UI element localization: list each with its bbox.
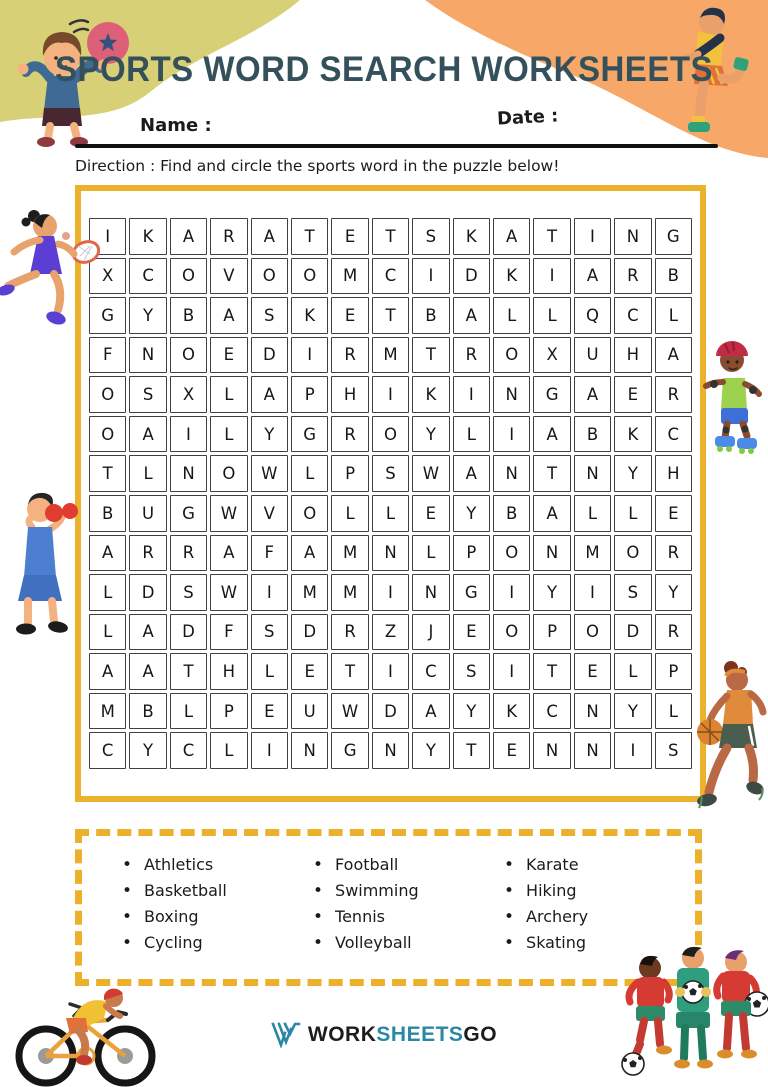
grid-cell-r9-c2: R xyxy=(129,535,166,572)
grid-cell-r8-c5: V xyxy=(251,495,288,532)
grid-cell-r1-c12: T xyxy=(533,218,570,255)
logo-work: WORK xyxy=(307,1023,377,1046)
grid-cell-r13-c13: N xyxy=(574,693,611,730)
grid-cell-r2-c15: B xyxy=(655,258,692,295)
grid-cell-r1-c13: I xyxy=(574,218,611,255)
grid-cell-r2-c10: D xyxy=(453,258,490,295)
grid-cell-r14-c1: C xyxy=(89,732,126,769)
grid-cell-r6-c4: L xyxy=(210,416,247,453)
grid-cell-r8-c12: A xyxy=(533,495,570,532)
grid-cell-r4-c9: T xyxy=(412,337,449,374)
grid-cell-r14-c8: N xyxy=(372,732,409,769)
basketball-player-illustration xyxy=(697,660,768,814)
grid-cell-r14-c9: Y xyxy=(412,732,449,769)
grid-cell-r8-c10: Y xyxy=(453,495,490,532)
grid-cell-r5-c6: P xyxy=(291,376,328,413)
grid-cell-r6-c1: O xyxy=(89,416,126,453)
grid-cell-r7-c6: L xyxy=(291,455,328,492)
word-list-box xyxy=(75,829,702,986)
grid-cell-r2-c9: I xyxy=(412,258,449,295)
grid-cell-r13-c7: W xyxy=(331,693,368,730)
grid-cell-r5-c5: A xyxy=(251,376,288,413)
grid-cell-r13-c3: L xyxy=(170,693,207,730)
grid-cell-r11-c2: A xyxy=(129,614,166,651)
date-label: Date : xyxy=(496,105,559,130)
grid-cell-r10-c12: Y xyxy=(533,574,570,611)
grid-cell-r7-c4: O xyxy=(210,455,247,492)
word-list-item: • Archery xyxy=(504,904,685,930)
soccer-team-illustration xyxy=(610,940,768,1087)
grid-cell-r7-c3: N xyxy=(170,455,207,492)
grid-cell-r4-c12: X xyxy=(533,337,570,374)
grid-cell-r12-c3: T xyxy=(170,653,207,690)
grid-cell-r12-c10: S xyxy=(453,653,490,690)
grid-cell-r2-c13: A xyxy=(574,258,611,295)
grid-cell-r6-c14: K xyxy=(614,416,651,453)
grid-cell-r11-c1: L xyxy=(89,614,126,651)
grid-cell-r4-c1: F xyxy=(89,337,126,374)
word-list-item: • Hiking xyxy=(504,878,685,904)
name-label: Name : xyxy=(140,115,212,136)
grid-cell-r5-c13: A xyxy=(574,376,611,413)
grid-cell-r12-c12: T xyxy=(533,653,570,690)
grid-cell-r4-c13: U xyxy=(574,337,611,374)
grid-cell-r5-c9: K xyxy=(412,376,449,413)
page-title: SPORTS WORD SEARCH WORKSHEETS xyxy=(54,48,714,89)
grid-cell-r10-c4: W xyxy=(210,574,247,611)
grid-cell-r12-c6: E xyxy=(291,653,328,690)
grid-cell-r9-c6: A xyxy=(291,535,328,572)
grid-cell-r14-c14: I xyxy=(614,732,651,769)
grid-cell-r7-c9: W xyxy=(412,455,449,492)
grid-cell-r13-c14: Y xyxy=(614,693,651,730)
grid-cell-r3-c7: E xyxy=(331,297,368,334)
word-list-item: • Swimming xyxy=(313,878,494,904)
grid-cell-r9-c11: O xyxy=(493,535,530,572)
grid-cell-r11-c15: R xyxy=(655,614,692,651)
grid-cell-r14-c15: S xyxy=(655,732,692,769)
grid-cell-r4-c14: H xyxy=(614,337,651,374)
grid-cell-r12-c14: L xyxy=(614,653,651,690)
grid-cell-r2-c2: C xyxy=(129,258,166,295)
grid-cell-r6-c13: B xyxy=(574,416,611,453)
grid-cell-r11-c11: O xyxy=(493,614,530,651)
grid-cell-r9-c12: N xyxy=(533,535,570,572)
grid-cell-r13-c8: D xyxy=(372,693,409,730)
grid-cell-r14-c7: G xyxy=(331,732,368,769)
grid-cell-r3-c14: C xyxy=(614,297,651,334)
grid-cell-r7-c13: N xyxy=(574,455,611,492)
grid-cell-r1-c8: T xyxy=(372,218,409,255)
grid-cell-r3-c6: K xyxy=(291,297,328,334)
grid-cell-r1-c6: T xyxy=(291,218,328,255)
puzzle-frame xyxy=(75,185,706,802)
grid-cell-r14-c4: L xyxy=(210,732,247,769)
grid-cell-r1-c10: K xyxy=(453,218,490,255)
word-list-item: • Tennis xyxy=(313,904,494,930)
grid-cell-r6-c3: I xyxy=(170,416,207,453)
grid-cell-r7-c8: S xyxy=(372,455,409,492)
word-list-item: • Athletics xyxy=(122,852,303,878)
grid-cell-r11-c12: P xyxy=(533,614,570,651)
grid-cell-r4-c10: R xyxy=(453,337,490,374)
grid-cell-r9-c5: F xyxy=(251,535,288,572)
word-search-grid xyxy=(89,218,692,769)
grid-cell-r3-c2: Y xyxy=(129,297,166,334)
grid-cell-r14-c6: N xyxy=(291,732,328,769)
grid-cell-r4-c6: I xyxy=(291,337,328,374)
grid-cell-r11-c7: R xyxy=(331,614,368,651)
grid-cell-r12-c13: E xyxy=(574,653,611,690)
grid-cell-r1-c2: K xyxy=(129,218,166,255)
grid-cell-r14-c3: C xyxy=(170,732,207,769)
grid-cell-r9-c14: O xyxy=(614,535,651,572)
grid-cell-r7-c15: H xyxy=(655,455,692,492)
grid-cell-r13-c2: B xyxy=(129,693,166,730)
grid-cell-r7-c11: N xyxy=(493,455,530,492)
word-list-column xyxy=(112,852,303,971)
grid-cell-r4-c11: O xyxy=(493,337,530,374)
grid-cell-r11-c3: D xyxy=(170,614,207,651)
grid-cell-r14-c11: E xyxy=(493,732,530,769)
grid-cell-r11-c6: D xyxy=(291,614,328,651)
grid-cell-r14-c12: N xyxy=(533,732,570,769)
grid-cell-r13-c9: A xyxy=(412,693,449,730)
grid-cell-r12-c4: H xyxy=(210,653,247,690)
grid-cell-r1-c3: A xyxy=(170,218,207,255)
grid-cell-r2-c7: M xyxy=(331,258,368,295)
grid-cell-r3-c13: Q xyxy=(574,297,611,334)
grid-cell-r4-c3: O xyxy=(170,337,207,374)
grid-cell-r9-c7: M xyxy=(331,535,368,572)
grid-cell-r6-c12: A xyxy=(533,416,570,453)
grid-cell-r8-c6: O xyxy=(291,495,328,532)
grid-cell-r12-c1: A xyxy=(89,653,126,690)
grid-cell-r12-c11: I xyxy=(493,653,530,690)
grid-cell-r8-c4: W xyxy=(210,495,247,532)
grid-cell-r11-c14: D xyxy=(614,614,651,651)
grid-cell-r5-c1: O xyxy=(89,376,126,413)
grid-cell-r7-c1: T xyxy=(89,455,126,492)
grid-cell-r3-c12: L xyxy=(533,297,570,334)
grid-cell-r14-c2: Y xyxy=(129,732,166,769)
boxer-illustration xyxy=(4,483,78,637)
cyclist-illustration xyxy=(8,970,160,1087)
logo-go: GO xyxy=(463,1023,498,1046)
grid-cell-r9-c8: N xyxy=(372,535,409,572)
grid-cell-r1-c15: G xyxy=(655,218,692,255)
grid-cell-r9-c4: A xyxy=(210,535,247,572)
grid-cell-r11-c8: Z xyxy=(372,614,409,651)
grid-cell-r2-c14: R xyxy=(614,258,651,295)
grid-cell-r8-c1: B xyxy=(89,495,126,532)
grid-cell-r5-c3: X xyxy=(170,376,207,413)
grid-cell-r12-c5: L xyxy=(251,653,288,690)
grid-cell-r3-c8: T xyxy=(372,297,409,334)
grid-cell-r7-c14: Y xyxy=(614,455,651,492)
grid-cell-r3-c4: A xyxy=(210,297,247,334)
grid-cell-r8-c13: L xyxy=(574,495,611,532)
grid-cell-r10-c8: I xyxy=(372,574,409,611)
word-list-item: • Skating xyxy=(504,930,685,956)
grid-cell-r5-c10: I xyxy=(453,376,490,413)
grid-cell-r6-c10: L xyxy=(453,416,490,453)
grid-cell-r10-c13: I xyxy=(574,574,611,611)
grid-cell-r13-c6: U xyxy=(291,693,328,730)
grid-cell-r10-c7: M xyxy=(331,574,368,611)
grid-cell-r8-c2: U xyxy=(129,495,166,532)
grid-cell-r8-c9: E xyxy=(412,495,449,532)
grid-cell-r11-c9: J xyxy=(412,614,449,651)
grid-cell-r6-c6: G xyxy=(291,416,328,453)
grid-cell-r4-c8: M xyxy=(372,337,409,374)
grid-cell-r10-c15: Y xyxy=(655,574,692,611)
grid-cell-r8-c7: L xyxy=(331,495,368,532)
grid-cell-r2-c12: I xyxy=(533,258,570,295)
grid-cell-r3-c5: S xyxy=(251,297,288,334)
grid-cell-r3-c3: B xyxy=(170,297,207,334)
word-list-column xyxy=(303,852,494,971)
grid-cell-r14-c5: I xyxy=(251,732,288,769)
word-list-item: • Karate xyxy=(504,852,685,878)
word-list-item: • Boxing xyxy=(122,904,303,930)
grid-cell-r12-c9: C xyxy=(412,653,449,690)
grid-cell-r12-c7: T xyxy=(331,653,368,690)
grid-cell-r13-c11: K xyxy=(493,693,530,730)
grid-cell-r8-c8: L xyxy=(372,495,409,532)
grid-cell-r8-c14: L xyxy=(614,495,651,532)
grid-cell-r12-c2: A xyxy=(129,653,166,690)
grid-cell-r5-c11: N xyxy=(493,376,530,413)
grid-cell-r2-c5: O xyxy=(251,258,288,295)
grid-cell-r8-c11: B xyxy=(493,495,530,532)
grid-cell-r1-c14: N xyxy=(614,218,651,255)
grid-cell-r14-c10: T xyxy=(453,732,490,769)
grid-cell-r1-c5: A xyxy=(251,218,288,255)
grid-cell-r10-c3: S xyxy=(170,574,207,611)
roller-skater-illustration xyxy=(701,330,767,458)
grid-cell-r1-c4: R xyxy=(210,218,247,255)
grid-cell-r7-c10: A xyxy=(453,455,490,492)
grid-cell-r2-c8: C xyxy=(372,258,409,295)
grid-cell-r1-c1: I xyxy=(89,218,126,255)
grid-cell-r6-c5: Y xyxy=(251,416,288,453)
grid-cell-r2-c3: O xyxy=(170,258,207,295)
grid-cell-r5-c8: I xyxy=(372,376,409,413)
grid-cell-r7-c5: W xyxy=(251,455,288,492)
grid-cell-r4-c7: R xyxy=(331,337,368,374)
grid-cell-r14-c13: N xyxy=(574,732,611,769)
grid-cell-r13-c15: L xyxy=(655,693,692,730)
grid-cell-r10-c14: S xyxy=(614,574,651,611)
grid-cell-r5-c2: S xyxy=(129,376,166,413)
grid-cell-r13-c5: E xyxy=(251,693,288,730)
grid-cell-r9-c1: A xyxy=(89,535,126,572)
grid-cell-r5-c4: L xyxy=(210,376,247,413)
grid-cell-r5-c7: H xyxy=(331,376,368,413)
grid-cell-r4-c2: N xyxy=(129,337,166,374)
grid-cell-r6-c7: R xyxy=(331,416,368,453)
grid-cell-r9-c15: R xyxy=(655,535,692,572)
grid-cell-r1-c11: A xyxy=(493,218,530,255)
grid-cell-r3-c9: B xyxy=(412,297,449,334)
grid-cell-r9-c9: L xyxy=(412,535,449,572)
header-divider xyxy=(75,144,718,148)
grid-cell-r10-c6: M xyxy=(291,574,328,611)
tennis-player-illustration xyxy=(0,206,100,350)
grid-cell-r13-c12: C xyxy=(533,693,570,730)
grid-cell-r8-c15: E xyxy=(655,495,692,532)
grid-cell-r11-c4: F xyxy=(210,614,247,651)
logo-sheets: SHEETS xyxy=(376,1023,464,1046)
grid-cell-r9-c3: R xyxy=(170,535,207,572)
grid-cell-r11-c5: S xyxy=(251,614,288,651)
grid-cell-r13-c4: P xyxy=(210,693,247,730)
worksheetsgo-logo-icon xyxy=(271,1022,301,1048)
grid-cell-r11-c13: O xyxy=(574,614,611,651)
grid-cell-r5-c14: E xyxy=(614,376,651,413)
word-list-item: • Volleyball xyxy=(313,930,494,956)
grid-cell-r3-c10: A xyxy=(453,297,490,334)
grid-cell-r6-c15: C xyxy=(655,416,692,453)
grid-cell-r9-c13: M xyxy=(574,535,611,572)
grid-cell-r5-c15: R xyxy=(655,376,692,413)
grid-cell-r9-c10: P xyxy=(453,535,490,572)
grid-cell-r10-c1: L xyxy=(89,574,126,611)
grid-cell-r6-c8: O xyxy=(372,416,409,453)
grid-cell-r4-c15: A xyxy=(655,337,692,374)
grid-cell-r12-c8: I xyxy=(372,653,409,690)
grid-cell-r10-c11: I xyxy=(493,574,530,611)
grid-cell-r7-c2: L xyxy=(129,455,166,492)
word-list-item: • Basketball xyxy=(122,878,303,904)
grid-cell-r1-c9: S xyxy=(412,218,449,255)
grid-cell-r2-c4: V xyxy=(210,258,247,295)
grid-cell-r10-c10: G xyxy=(453,574,490,611)
word-list-item: • Cycling xyxy=(122,930,303,956)
grid-cell-r12-c15: P xyxy=(655,653,692,690)
grid-cell-r7-c12: T xyxy=(533,455,570,492)
grid-cell-r8-c3: G xyxy=(170,495,207,532)
grid-cell-r6-c11: I xyxy=(493,416,530,453)
word-list-item: • Football xyxy=(313,852,494,878)
direction-text: Direction : Find and circle the sports word in the puzzle below! xyxy=(75,157,560,175)
grid-cell-r2-c6: O xyxy=(291,258,328,295)
grid-cell-r3-c15: L xyxy=(655,297,692,334)
grid-cell-r10-c9: N xyxy=(412,574,449,611)
footer-logo-text xyxy=(308,1023,497,1047)
grid-cell-r1-c7: E xyxy=(331,218,368,255)
grid-cell-r5-c12: G xyxy=(533,376,570,413)
grid-cell-r3-c1: G xyxy=(89,297,126,334)
grid-cell-r3-c11: L xyxy=(493,297,530,334)
grid-cell-r10-c2: D xyxy=(129,574,166,611)
grid-cell-r10-c5: I xyxy=(251,574,288,611)
grid-cell-r6-c2: A xyxy=(129,416,166,453)
grid-cell-r2-c1: X xyxy=(89,258,126,295)
grid-cell-r4-c5: D xyxy=(251,337,288,374)
grid-cell-r2-c11: K xyxy=(493,258,530,295)
grid-cell-r6-c9: Y xyxy=(412,416,449,453)
grid-cell-r7-c7: P xyxy=(331,455,368,492)
grid-cell-r13-c10: Y xyxy=(453,693,490,730)
grid-cell-r11-c10: E xyxy=(453,614,490,651)
grid-cell-r4-c4: E xyxy=(210,337,247,374)
grid-cell-r13-c1: M xyxy=(89,693,126,730)
